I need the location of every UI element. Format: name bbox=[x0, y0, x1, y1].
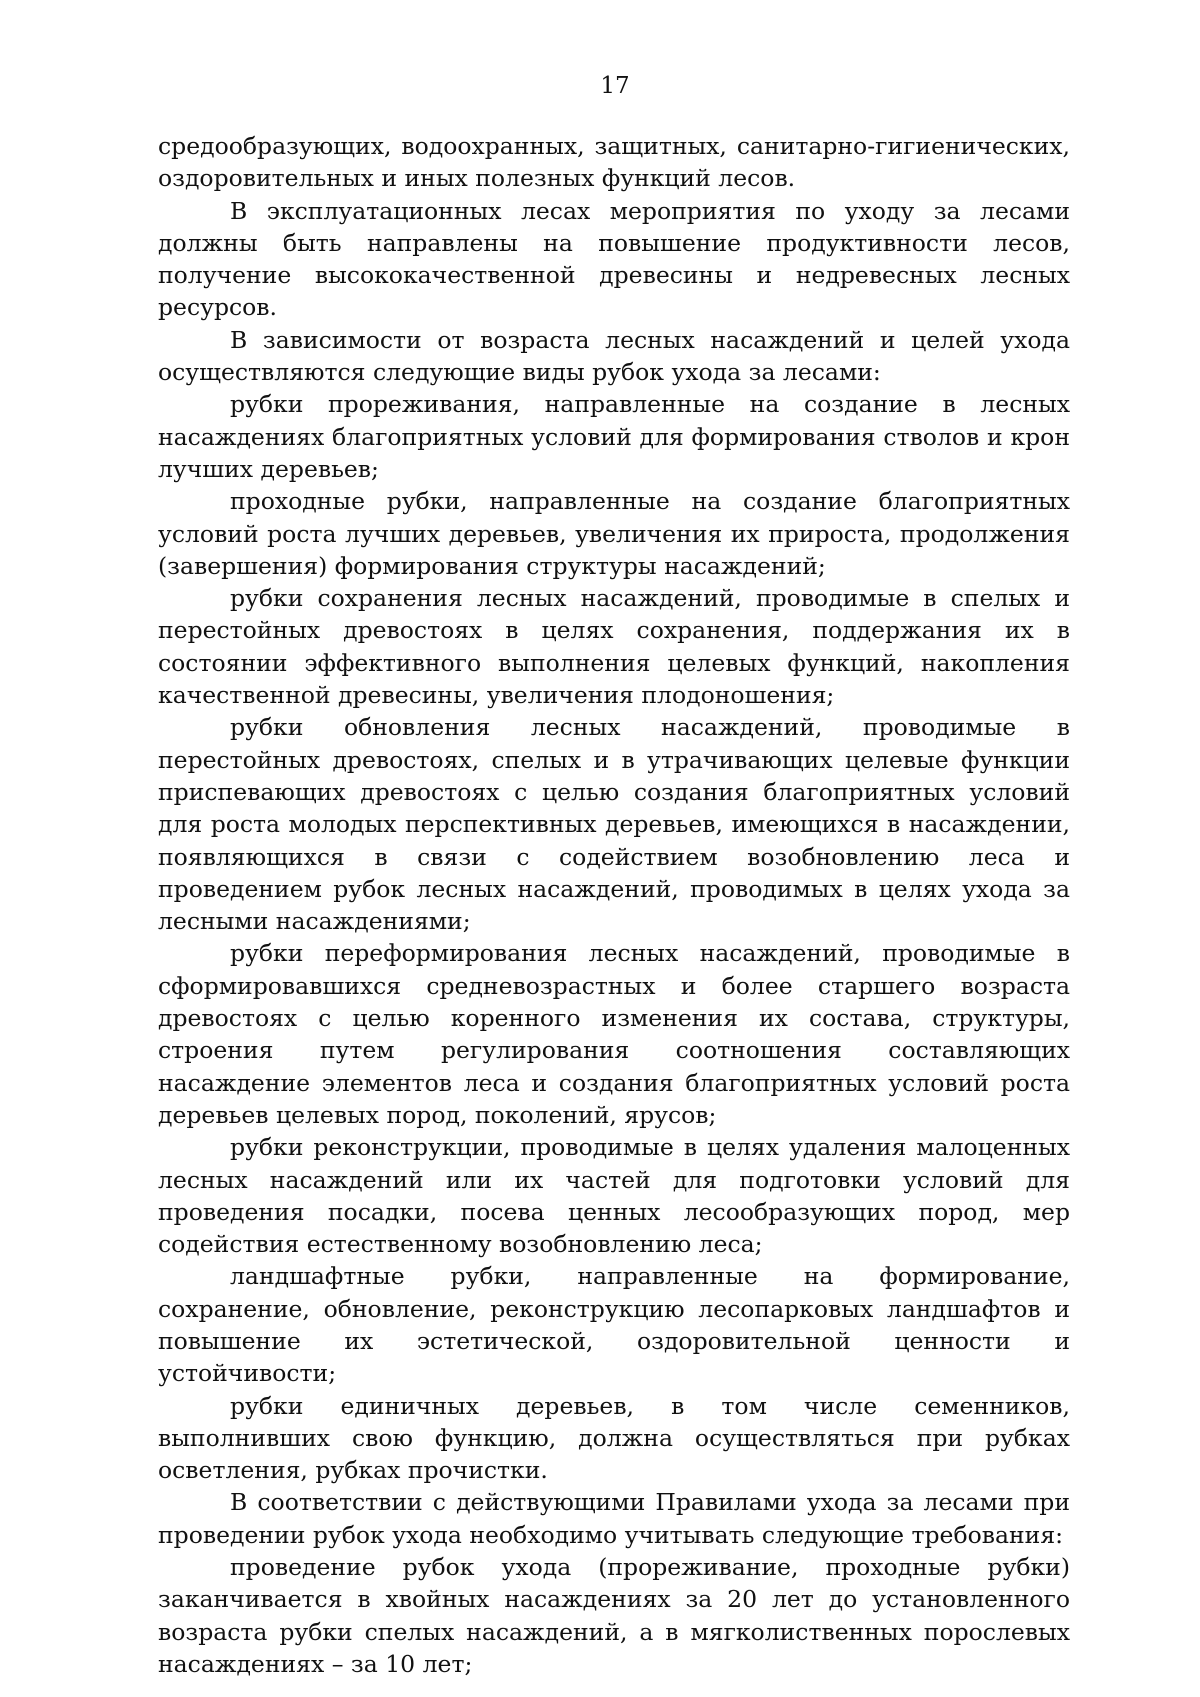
list-item: ландшафтные рубки, направленные на формирование, сохранение, обновление, реконструкцию лесопарковых ландшафтов и повышение их эстетической, оздоровительной ценности и устойчивости; bbox=[158, 1262, 1070, 1388]
list-item: проведение рубок ухода (прореживание, проходные рубки) заканчивается в хвойных насаждениях за 20 лет до установленного возраста рубки спелых насаждений, а в мягколиственных порослевых насаждениях – за 10 лет; bbox=[158, 1553, 1070, 1678]
list-item: рубки прореживания, направленные на создание в лесных насаждениях благоприятных условий для формирования стволов и крон лучших деревьев; bbox=[158, 390, 1070, 483]
list-item: рубки обновления лесных насаждений, проводимые в перестойных древостоях, спелых и в утрачивающих целевые функции приспевающих древостоях с целью создания благоприятных условий для роста молодых перспективных деревьев, имеющихся в насаждении, появляющихся в связи с содействием возобновлению леса и проведением рубок лесных насаждений, проводимых в целях ухода за лесными насаждениями; bbox=[158, 713, 1070, 936]
paragraph: В соответствии с действующими Правилами ухода за лесами при проведении рубок ухода необходимо учитывать следующие требования: bbox=[158, 1488, 1070, 1549]
list-item: рубки переформирования лесных насаждений, проводимые в сформировавшихся средневозрастных и более старшего возраста древостоях с целью коренного изменения их состава, структуры, строения путем регулирования соотношения составляющих насаждение элементов леса и создания благоприятных условий роста деревьев целевых пород, поколений, ярусов; bbox=[158, 939, 1070, 1129]
page-number: 17 bbox=[600, 73, 630, 99]
body-text bbox=[158, 130, 1070, 1680]
list-item: проходные рубки, направленные на создание благоприятных условий роста лучших деревьев, увеличения их прироста, продолжения (завершения) формирования структуры насаждений; bbox=[158, 487, 1070, 580]
list-item: рубки единичных деревьев, в том числе семенников, выполнивших свою функцию, должна осуществляться при рубках осветления, рубках прочистки. bbox=[158, 1391, 1070, 1485]
paragraph-continuation: средообразующих, водоохранных, защитных, санитарно-гигиенических, оздоровительных и иных полезных функций лесов. bbox=[158, 132, 1070, 193]
paragraph: В эксплуатационных лесах мероприятия по уходу за лесами должны быть направлены на повышение продуктивности лесов, получение высококачественной древесины и недревесных лесных ресурсов. bbox=[158, 196, 1070, 322]
list-item: рубки реконструкции, проводимые в целях удаления малоценных лесных насаждений или их частей для подготовки условий для проведения посадки, посева ценных лесообразующих пород, мер содействия естественному возобновлению леса; bbox=[158, 1133, 1070, 1259]
paragraph: В зависимости от возраста лесных насаждений и целей ухода осуществляются следующие виды рубок ухода за лесами: bbox=[158, 325, 1070, 387]
list-item: рубки сохранения лесных насаждений, проводимые в спелых и перестойных древостоях в целях сохранения, поддержания их в состоянии эффективного выполнения целевых функций, накопления качественной древесины, увеличения плодоношения; bbox=[158, 584, 1070, 710]
